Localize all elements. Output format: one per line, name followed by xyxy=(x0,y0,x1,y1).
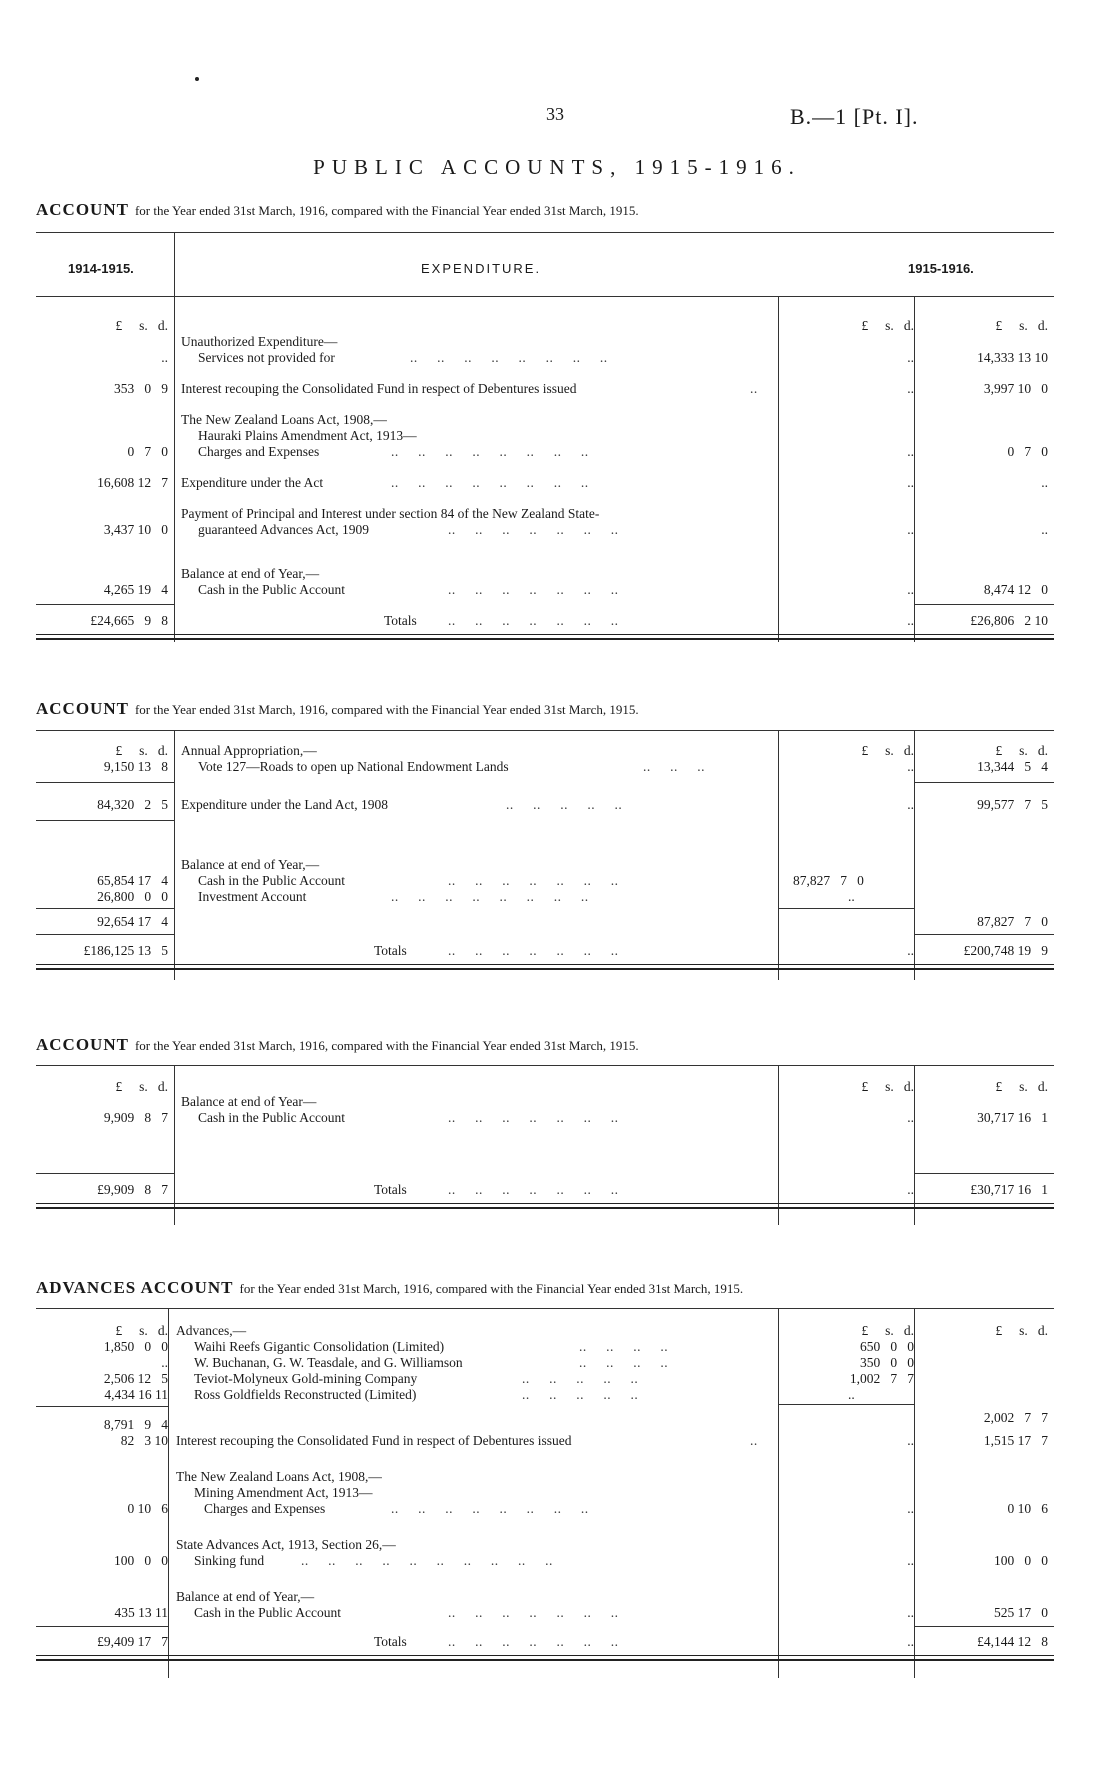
account-2-row: 9,150 13 8 Vote 127—Roads to open up National Endowment Lands .. .. .. .. 13,344 5 4 xyxy=(103,759,1048,774)
page-number: 33 xyxy=(546,104,564,124)
account-1-totals-row: £24,665 9 8 Totals .. .. .. .. .. .. .. .. £26,806 2 10 xyxy=(90,613,1048,628)
account-1-col-prev: 1914-1915. xyxy=(68,261,134,276)
account-1-heading xyxy=(36,200,639,220)
account-3-units: £ s. d. £ s. d. £ s. d. xyxy=(115,1079,1048,1094)
account-4-row: 100 0 0 Sinking fund .. .. .. .. .. .. .. .. .. .. .. 100 0 0 xyxy=(114,1553,1048,1568)
account-2-heading-text: for the Year ended 31st March, 1916, compared with the Financial Year ended 31st March, 1915. xyxy=(134,702,639,717)
account-4-row: 1,850 0 0 Waihi Reefs Gigantic Consolidation (Limited) .. .. .. .. 650 0 0 xyxy=(103,1339,914,1354)
account-3-heading-bold: ACCOUNT xyxy=(36,1035,129,1054)
account-4-row: 2,002 7 7 xyxy=(983,1410,1048,1425)
account-2-row: Balance at end of Year,— xyxy=(181,857,320,872)
account-1-row: The New Zealand Loans Act, 1908,— xyxy=(181,412,387,427)
account-1-row: Hauraki Plains Amendment Act, 1913— xyxy=(198,428,417,443)
account-4-heading xyxy=(36,1278,743,1298)
account-2-heading xyxy=(36,699,639,719)
account-3-table xyxy=(36,1065,1054,1225)
account-2-units: £ s. d. Annual Appropriation,— £ s. d. £ s. d. xyxy=(115,743,1048,758)
account-2-row: 84,320 2 5 Expenditure under the Land Act, 1908 .. .. .. .. .. .. 99,577 7 5 xyxy=(97,797,1048,812)
account-3-row: 9,909 8 7 Cash in the Public Account .. .. .. .. .. .. .. .. 30,717 16 1 xyxy=(103,1110,1048,1125)
account-1-row: .. Services not provided for .. .. .. .. .. .. .. .. .. 14,333 13 10 xyxy=(161,350,1048,365)
account-4-table xyxy=(36,1308,1054,1678)
account-1-heading-bold: ACCOUNT xyxy=(36,200,129,219)
account-4-row: Mining Amendment Act, 1913— xyxy=(194,1485,373,1500)
account-4-row: 435 13 11 Cash in the Public Account .. .. .. .. .. .. .. .. 525 17 0 xyxy=(114,1605,1048,1620)
account-4-row: 82 3 10 Interest recouping the Consolidated Fund in respect of Debentures issued .. .. 1,515 17 7 xyxy=(120,1433,1048,1448)
account-1-table xyxy=(36,232,1054,642)
account-3-heading xyxy=(36,1035,639,1055)
account-4-row: 8,791 9 4 xyxy=(103,1417,168,1432)
account-2-table xyxy=(36,730,1054,980)
account-4-row: 0 10 6 Charges and Expenses .. .. .. .. .. .. .. .. .. 0 10 6 xyxy=(127,1501,1048,1516)
account-3-totals-row: £9,909 8 7 Totals .. .. .. .. .. .. .. .. £30,717 16 1 xyxy=(97,1182,1048,1197)
account-4-row: 2,506 12 5 Teviot-Molyneux Gold-mining Company .. .. .. .. .. 1,002 7 7 xyxy=(103,1371,914,1386)
account-4-units: £ s. d. Advances,— £ s. d. £ s. d. xyxy=(115,1323,1048,1338)
account-4-row: The New Zealand Loans Act, 1908,— xyxy=(176,1469,382,1484)
account-1-units: £ s. d. £ s. d. £ s. d. xyxy=(115,318,1048,333)
account-1-col-curr: 1915-1916. xyxy=(908,261,974,276)
account-1-row: Unauthorized Expenditure— xyxy=(181,334,338,349)
account-4-row: Balance at end of Year,— xyxy=(176,1589,315,1604)
speck xyxy=(195,77,199,81)
account-2-row: 26,800 0 0 Investment Account .. .. .. .. .. .. .. .. .. xyxy=(97,889,855,904)
account-4-row: .. W. Buchanan, G. W. Teasdale, and G. Williamson .. .. .. .. 350 0 0 xyxy=(161,1355,914,1370)
account-1-row: 4,265 19 4 Cash in the Public Account .. .. .. .. .. .. .. .. 8,474 12 0 xyxy=(103,582,1048,597)
account-4-heading-text: for the Year ended 31st March, 1916, compared with the Financial Year ended 31st March, 1915. xyxy=(239,1281,744,1296)
account-1-col-expenditure: EXPENDITURE. xyxy=(421,261,542,276)
account-4-heading-bold: ADVANCES ACCOUNT xyxy=(36,1278,234,1297)
account-2-totals-row: £186,125 13 5 Totals .. .. .. .. .. .. .. .. £200,748 19 9 xyxy=(83,943,1048,958)
account-2-heading-bold: ACCOUNT xyxy=(36,699,129,718)
account-1-row: 353 0 9 Interest recouping the Consolidated Fund in respect of Debentures issued .. .. 3,997 10 0 xyxy=(114,381,1048,396)
account-1-row: 3,437 10 0 guaranteed Advances Act, 1909 .. .. .. .. .. .. .. .. .. xyxy=(103,522,1048,537)
account-4-row: 4,434 16 11 Ross Goldfields Reconstructed (Limited) .. .. .. .. .. .. xyxy=(104,1387,855,1402)
account-1-row: 0 7 0 Charges and Expenses .. .. .. .. .. .. .. .. .. 0 7 0 xyxy=(127,444,1048,459)
account-3-row: Balance at end of Year— xyxy=(181,1094,317,1109)
account-1-row: 16,608 12 7 Expenditure under the Act .. .. .. .. .. .. .. .. .. .. xyxy=(97,475,1048,490)
account-4-totals-row: £9,409 17 7 Totals .. .. .. .. .. .. .. .. £4,144 12 8 xyxy=(97,1634,1048,1649)
account-4-row: State Advances Act, 1913, Section 26,— xyxy=(176,1537,396,1552)
account-2-row: 65,854 17 4 Cash in the Public Account .. .. .. .. .. .. .. 87,827 7 0 xyxy=(97,873,864,888)
page-title: PUBLIC ACCOUNTS, 1915-1916. xyxy=(313,155,801,179)
account-3-heading-text: for the Year ended 31st March, 1916, compared with the Financial Year ended 31st March, 1915. xyxy=(134,1038,639,1053)
account-1-row: Payment of Principal and Interest under section 84 of the New Zealand State- xyxy=(181,506,600,521)
account-2-row: 92,654 17 4 87,827 7 0 xyxy=(97,914,1048,929)
account-1-heading-text: for the Year ended 31st March, 1916, compared with the Financial Year ended 31st March, 1915. xyxy=(134,203,639,218)
paper-reference: B.—1 [Pt. I]. xyxy=(790,104,919,129)
account-1-row: Balance at end of Year,— xyxy=(181,566,320,581)
